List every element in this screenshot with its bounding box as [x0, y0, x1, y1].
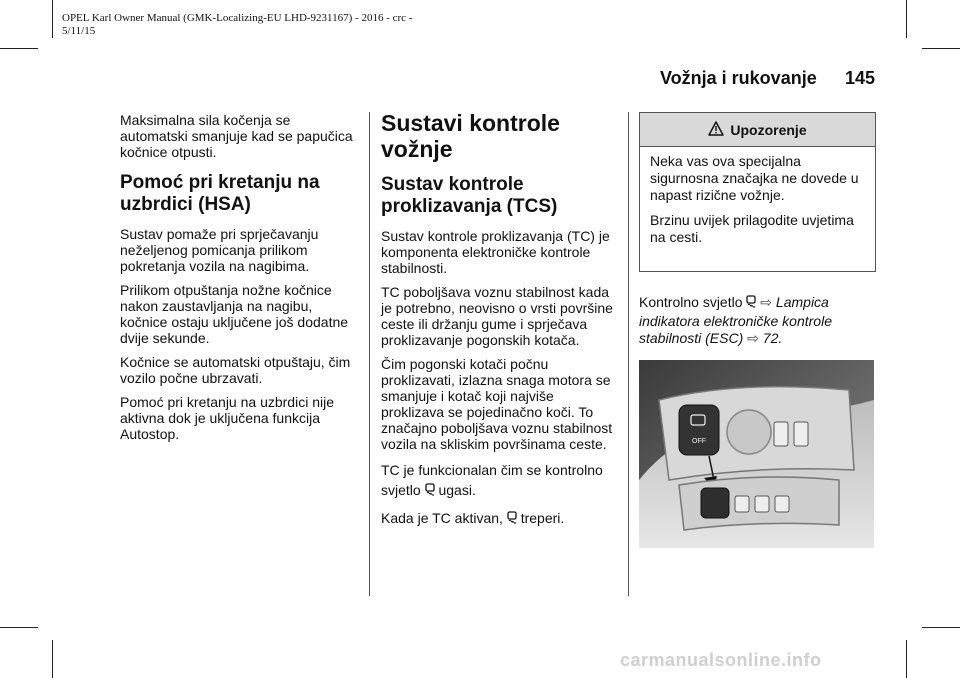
cross-reference-arrow-icon: ⇨	[760, 294, 773, 310]
warning-triangle-icon	[708, 121, 730, 139]
photo-label: OFF	[692, 438, 706, 445]
cross-reference-arrow-icon: ⇨	[747, 330, 759, 346]
warning-body	[640, 147, 875, 246]
tcs-indicator-icon	[507, 511, 517, 528]
paragraph: TC poboljšava voznu stabilnost kada je potrebno, neovisno o vrsti površine ceste ili držanju gume i sprječava proklizavanje pogonskih kotača.	[381, 284, 613, 348]
tcs-indicator-icon	[746, 295, 756, 313]
watermark: carmanualsonline.info	[620, 650, 822, 670]
column-1	[120, 112, 360, 450]
page-number: 145	[845, 68, 876, 88]
section-heading-tcs: Sustav kontrole proklizavanja (TCS)	[381, 174, 558, 217]
crop-mark	[922, 627, 960, 628]
cross-reference-page: 72.	[762, 330, 783, 346]
crop-mark	[0, 627, 38, 628]
paragraph-text: Kada je TC aktivan,	[381, 510, 503, 526]
column-divider	[369, 112, 370, 596]
crop-mark	[922, 48, 960, 49]
paragraph: Pomoć pri kretanju na uzbrdici nije aktivna dok je uključena funkcija Autostop.	[120, 394, 334, 442]
column-2	[381, 110, 617, 536]
paragraph-text: ugasi.	[438, 482, 476, 498]
section-title: Vožnja i rukovanje	[660, 68, 817, 88]
paragraph-text: Kontrolno svjetlo	[639, 294, 743, 310]
warning-text: Neka vas ova specijalna sigurnosna značajka ne dovede u napast rizične vožnje.	[650, 153, 859, 203]
section-heading-driving-control: Sustavi kontrole vožnje	[381, 110, 560, 162]
cross-reference-link[interactable]: Lampica indikatora elektroničke kontrole stabilnosti (ESC)	[639, 294, 832, 346]
crop-mark	[0, 48, 38, 49]
crop-mark	[906, 0, 907, 38]
crop-mark	[906, 640, 907, 678]
column-divider	[628, 112, 629, 596]
paragraph-text: TC je funkcionalan čim se kontrolno svjetlo	[381, 462, 603, 498]
paragraph: Kočnice se automatski otpuštaju, čim vozilo počne ubrzavati.	[120, 354, 351, 386]
document-header	[62, 12, 582, 38]
paragraph: Sustav kontrole proklizavanja (TC) je komponenta elektroničke kontrole stabilnosti.	[381, 228, 610, 276]
warning-text: Brzinu uvijek prilagodite uvjetima na cesti.	[650, 212, 854, 245]
section-heading-hsa: Pomoć pri kretanju na uzbrdici (HSA)	[120, 172, 320, 215]
paragraph: Čim pogonski kotači počnu proklizavati, izlazna snaga motora se smanjuje i kotač koji najviše proklizava se pojedinačno koči. To značajno poboljšava voznu stabilnost vozila na skliskim površinama ceste.	[381, 356, 613, 452]
paragraph: Maksimalna sila kočenja se automatski smanjuje kad se papučica kočnice otpusti.	[120, 112, 353, 160]
paragraph	[381, 460, 617, 502]
cross-reference	[639, 294, 874, 347]
warning-box	[639, 112, 876, 272]
paragraph: Prilikom otpuštanja nožne kočnice nakon zaustavljanja na nagibu, kočnice ostaju uključene još dodatne dvije sekunde.	[120, 282, 349, 346]
paragraph-text: treperi.	[520, 510, 565, 526]
crop-mark	[52, 0, 53, 38]
crop-mark	[52, 640, 53, 678]
warning-title: Upozorenje	[730, 121, 807, 138]
header-line-1: OPEL Karl Owner Manual (GMK-Localizing-EU LHD-9231167) - 2016 - crc -	[62, 12, 413, 24]
warning-header	[640, 113, 875, 147]
header-line-2: 5/11/15	[62, 25, 96, 37]
tcs-indicator-icon	[425, 482, 435, 502]
paragraph: Sustav pomaže pri sprječavanju neželjenog pomicanja prilikom pokretanja vozila na nagibima.	[120, 226, 319, 274]
tc-off-button-photo	[639, 360, 874, 548]
paragraph	[381, 510, 617, 528]
